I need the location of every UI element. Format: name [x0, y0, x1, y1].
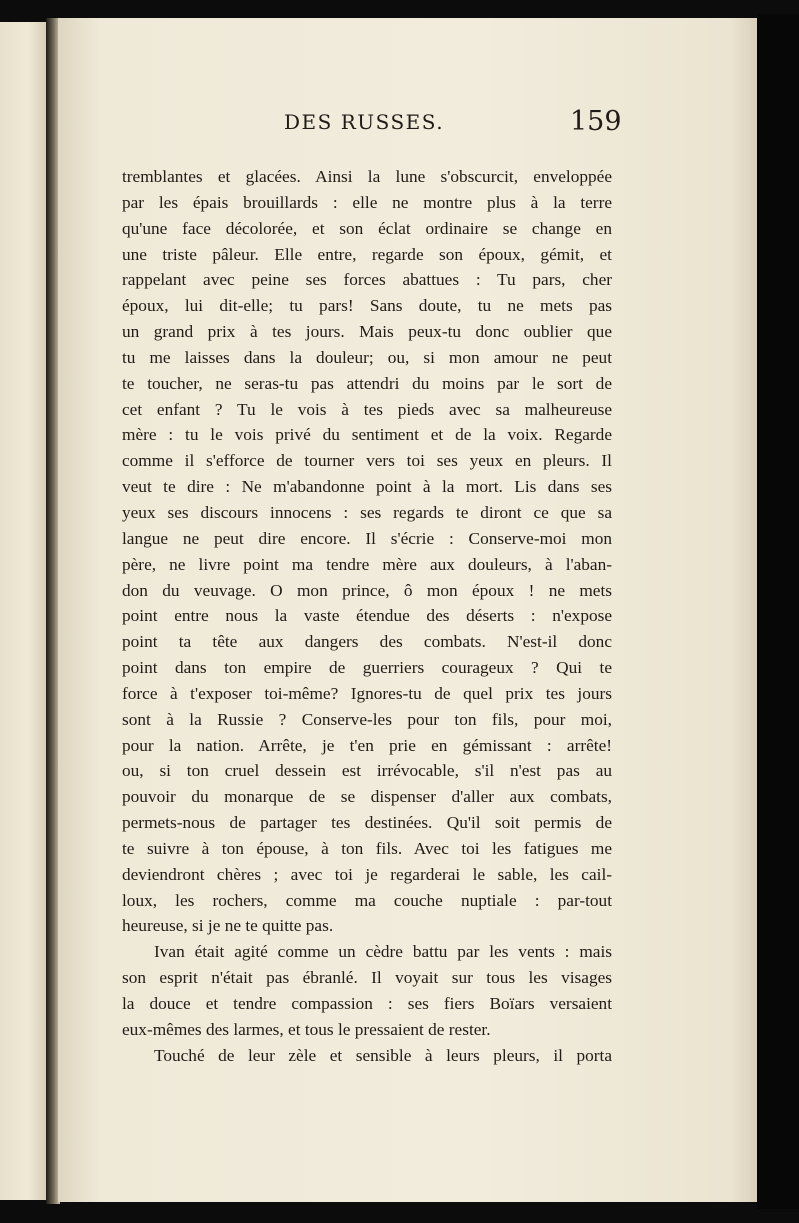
text-line: mère : tu le vois privé du sentiment et de la voix. Regarde	[122, 425, 612, 445]
text-line: eux-mêmes des larmes, et tous le pressaient de rester.	[122, 1019, 491, 1039]
text-line: point entre nous la vaste étendue des déserts : n'expose	[122, 606, 612, 626]
text-line: don du veuvage. O mon prince, ô mon époux ! ne mets	[122, 580, 612, 600]
body-text	[122, 164, 612, 1069]
text-line: comme il s'efforce de tourner vers toi ses yeux en pleurs. Il	[122, 451, 612, 471]
book-page	[58, 18, 758, 1202]
text-line: pour la nation. Arrête, je t'en prie en gémissant : arrête!	[122, 735, 612, 755]
text-line: langue ne peut dire encore. Il s'écrie : Conserve-moi mon	[122, 528, 612, 548]
text-line: par les épais brouillards : elle ne montre plus à la terre	[122, 192, 612, 212]
text-line: ou, si ton cruel dessein est irrévocable, s'il n'est pas au	[122, 761, 612, 781]
scan-background	[757, 14, 799, 1209]
text-line: une triste pâleur. Elle entre, regarde son époux, gémit, et	[122, 244, 612, 264]
text-line: veut te dire : Ne m'abandonne point à la mort. Lis dans ses	[122, 477, 612, 497]
text-line: deviendront chères ; avec toi je regarderai le sable, les cail-	[122, 864, 612, 884]
text-line: cet enfant ? Tu le vois à tes pieds avec sa malheureuse	[122, 399, 612, 419]
text-line: loux, les rochers, comme ma couche nuptiale : par-tout	[122, 890, 612, 910]
text-line: point ta tête aux dangers des combats. N'est-il donc	[122, 632, 612, 652]
text-line: yeux ses discours innocens : ses regards te diront ce que sa	[122, 502, 612, 522]
text-line: Touché de leur zèle et sensible à leurs pleurs, il porta	[154, 1045, 612, 1065]
running-head: DES RUSSES.	[284, 110, 445, 134]
text-line: te toucher, ne seras-tu pas attendri du moins par le sort de	[122, 373, 612, 393]
text-line: tremblantes et glacées. Ainsi la lune s'obscurcit, enveloppée	[122, 167, 612, 186]
text-line: permets-nous de partager tes destinées. Qu'il soit permis de	[122, 813, 612, 833]
text-line: force à t'exposer toi-même? Ignores-tu de quel prix tes jours	[122, 683, 612, 703]
text-line: la douce et tendre compassion : ses fiers Boïars versaient	[122, 994, 612, 1013]
text-line: un grand prix à tes jours. Mais peux-tu donc oublier que	[122, 322, 612, 342]
facing-page-edge	[0, 22, 48, 1200]
paragraph	[122, 939, 612, 1042]
text-line: sont à la Russie ? Conserve-les pour ton fils, pour moi,	[122, 709, 612, 729]
text-line: tu me laisses dans la douleur; ou, si mon amour ne peut	[122, 347, 612, 367]
text-line: point dans ton empire de guerriers courageux ? Qui te	[122, 658, 612, 678]
paragraph	[122, 1043, 612, 1069]
text-line: rappelant avec peine ses forces abattues : Tu pars, cher	[122, 270, 612, 290]
text-line: qu'une face décolorée, et son éclat ordinaire se change en	[122, 218, 612, 238]
text-line: te suivre à ton épouse, à ton fils. Avec toi les fatigues me	[122, 838, 612, 858]
text-line: père, ne livre point ma tendre mère aux douleurs, à l'aban-	[122, 554, 612, 574]
text-line: Ivan était agité comme un cèdre battu par les vents : mais	[154, 942, 612, 962]
text-line: heureuse, si je ne te quitte pas.	[122, 916, 334, 936]
text-line: pouvoir du monarque de se dispenser d'aller aux combats,	[122, 787, 612, 807]
paragraph	[122, 164, 612, 939]
text-line: son esprit n'était pas ébranlé. Il voyait sur tous les visages	[122, 968, 612, 988]
page-number: 159	[570, 106, 622, 137]
text-line: époux, lui dit-elle; tu pars! Sans doute, tu ne mets pas	[122, 296, 612, 316]
